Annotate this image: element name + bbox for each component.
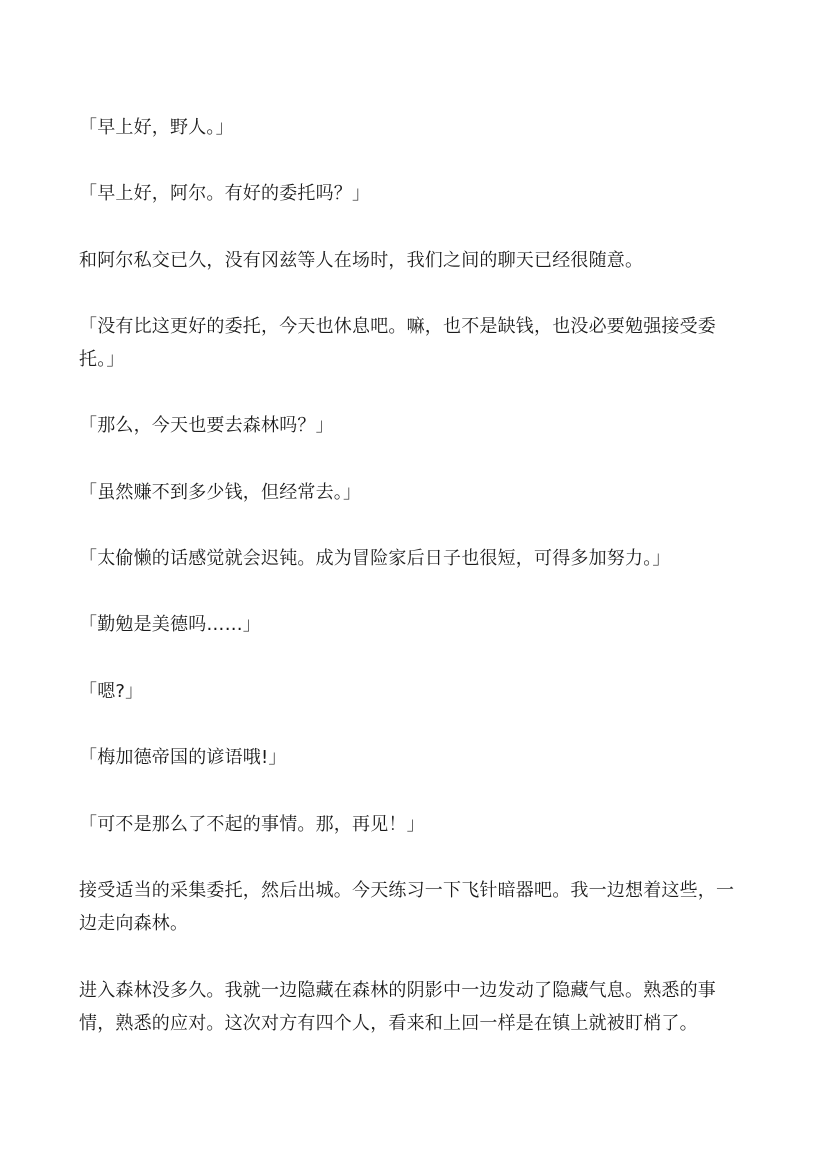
dialogue-line: 「梅加德帝国的谚语哦!」	[79, 747, 287, 768]
dialogue-line: 「嗯?」	[79, 681, 144, 702]
dialogue-line: 「虽然赚不到多少钱，但经常去。」	[79, 482, 362, 503]
narration-paragraph: 接受适当的采集委托，然后出城。今天练习一下飞针暗器吧。我一边想着这些，一边走向森林。	[79, 880, 735, 934]
dialogue-line: 「早上好，阿尔。有好的委托吗？」	[79, 183, 371, 204]
narration-paragraph: 和阿尔私交已久，没有冈兹等人在场时，我们之间的聊天已经很随意。	[79, 250, 644, 271]
narration-paragraph: 进入森林没多久。我就一边隐藏在森林的阴影中一边发动了隐藏气息。熟悉的事情，熟悉的应对。这次对方有四个人，看来和上回一样是在镇上就被盯梢了。	[79, 980, 716, 1034]
dialogue-line: 「没有比这更好的委托，今天也休息吧。嘛，也不是缺钱，也没必要勉强接受委托。」	[79, 316, 716, 370]
dialogue-line: 「那么，今天也要去森林吗？」	[79, 415, 334, 436]
dialogue-line: 「勤勉是美德吗……」	[79, 614, 261, 635]
dialogue-line: 「早上好，野人。」	[79, 117, 234, 138]
dialogue-line: 「可不是那么了不起的事情。那，再见！」	[79, 814, 425, 835]
dialogue-line: 「太偷懒的话感觉就会迟钝。成为冒险家后日子也很短，可得多加努力。」	[79, 548, 671, 569]
